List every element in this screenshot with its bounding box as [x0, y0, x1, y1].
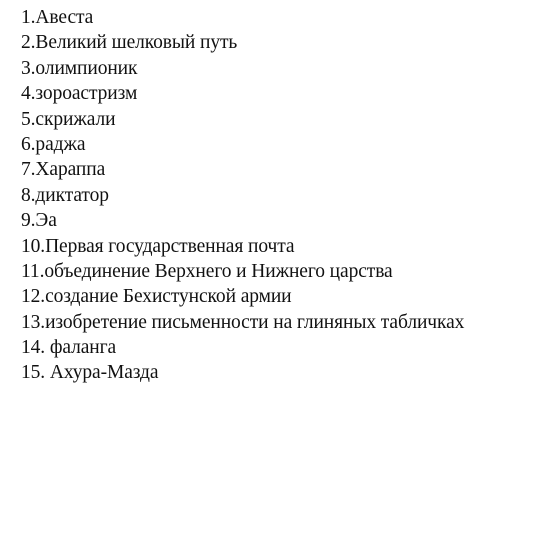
list-item: 11.объединение Верхнего и Нижнего царства: [21, 260, 393, 282]
list-item: 6.раджа: [21, 133, 86, 155]
list-item: 9.Эа: [21, 210, 57, 232]
list-item: 1.Авеста: [21, 7, 94, 28]
list-item: 5.скрижали: [21, 108, 116, 130]
list-item: 4.зороастризм: [21, 83, 138, 105]
list-item: 3.олимпионик: [21, 57, 138, 79]
list-item: 8.диктатор: [21, 184, 109, 206]
term-list: [21, 5, 464, 386]
cropped-heading-fragment: [134, 0, 370, 3]
list-item: 14. фаланга: [21, 337, 117, 359]
list-item: 15. Ахура-Мазда: [21, 362, 159, 384]
list-item: 12.создание Бехистунской армии: [21, 286, 292, 308]
list-item: 2.Великий шелковый путь: [21, 32, 238, 54]
list-item: 13.изобретение письменности на глиняных табличках: [21, 311, 465, 333]
list-item: 7.Хараппа: [21, 159, 106, 181]
list-item: 10.Первая государственная почта: [21, 235, 295, 257]
